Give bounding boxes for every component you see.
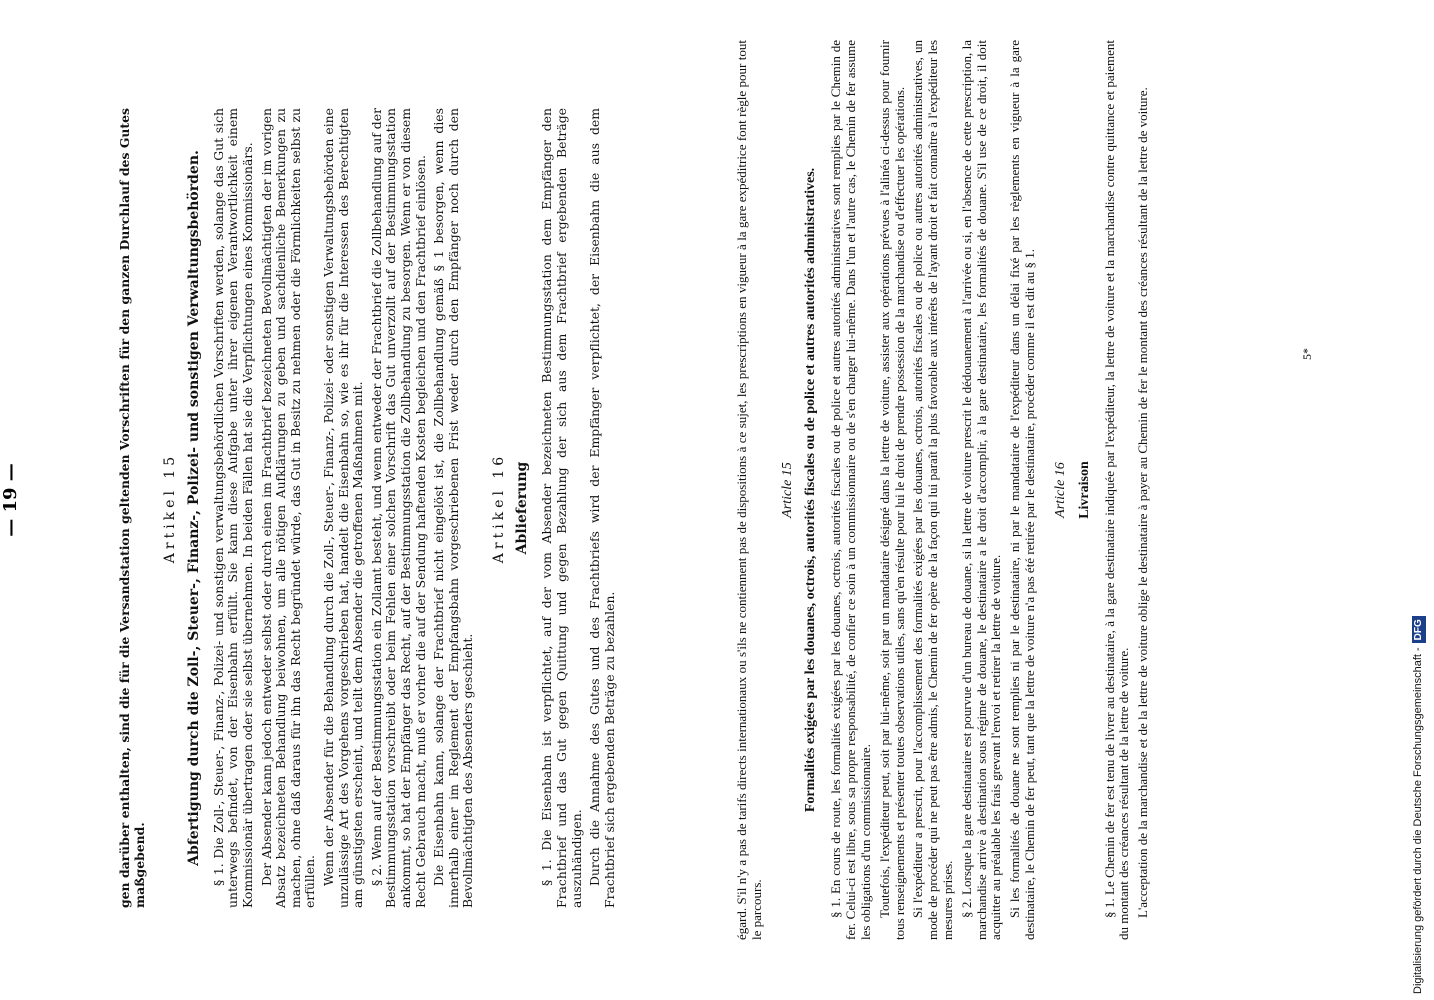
french-article-16-paragraph: § 1. Le Chemin de fer est tenu de livrer au destinataire, à la gare destinataire indiquée par l'expéditeur, la lettre de voiture et la marchandise contre quittance et paiement du montant des créances résultant de la lettre de voiture. [1101, 40, 1132, 940]
french-column [735, 40, 1155, 940]
french-article-15-paragraph: Toutefois, l'expéditeur peut, soit par lui-même, soit par un mandataire désigné dans la lettre de voiture, assister aux opérations prévues à l'alinéa ci-dessus pour fournir tous renseignements et présenter toutes observations utiles, sans qu'en résulte pour lui le droit de prendre possession de la marchandise ou d'effectuer les opérations. [876, 40, 907, 940]
german-article-15-paragraph: § 1. Die Zoll-, Steuer-, Finanz-, Polizei- und sonstigen verwaltungsbehördlichen Vorschriften werden, solange das Gut sich unterwegs befindet, von der Eisenbahn erfüllt. Sie kann diese Aufgabe unter ihrer eigenen Verantwortlichkeit einem Kommissionär übertragen oder sie selbst übernehmen. In beiden Fällen hat sie die Verpflichtungen eines Kommissionärs. [210, 108, 255, 908]
french-article-15-paragraph: § 1. En cours de route, les formalités exigées par les douanes, octrois, autorités fiscales ou de police et autres autorités administratives sont remplies par le Chemin de fer. Celui-ci est libre, sous sa propre responsabilité, de confier ce soin à un commissionnaire ou de s'en charger lui-même. Dans l'un et l'autre cas, le Chemin de fer assume les obligations d'un commissionnaire. [828, 40, 873, 940]
german-article-15-paragraph: Der Absender kann jedoch entweder selbst oder durch einen im Frachtbrief bezeichneten Bevollmächtigten der im vorigen Absatz bezeichneten Behandlung beiwohnen, um alle nötigen Aufklärungen zu geben und sachdienliche Bemerkungen zu machen, ohne daß daraus für ihn das Recht begründet würde, das Gut in Besitz zu nehmen oder die Förmlichkeiten selbst zu erfüllen. [258, 108, 318, 908]
french-article-15-title: Formalités exigées par les douanes, octrois, autorités fiscales ou de police et autres autorités administratives. [803, 167, 819, 813]
german-article-15-title: Abfertigung durch die Zoll-, Steuer-, Finanz-, Polizei- und sonstigen Verwaltungsbehörden. [185, 150, 202, 866]
funding-text: Digitalisierung gefördert durch die Deutsche Forschungsgemeinschaft - [1412, 647, 1424, 994]
dfg-logo: DFG [1412, 616, 1426, 643]
german-article-15-paragraph: § 2. Wenn auf der Bestimmungsstation ein Zollamt besteht, und wenn entweder der Frachtbrief die Zollbehandlung auf der Bestimmungsstation vorschreibt oder beim Fehlen einer solchen Vorschrift das Gut unverzollt auf der Bestimmungsstation ankommt, so hat der Empfänger das Recht, auf der Bestimmungsstation die Zollbehandlung zu besorgen. Wenn er von diesem Recht Gebrauch macht, muß er vorher die auf der Sendung haftenden Kosten begleichen und den Frachtbrief einlösen. [368, 108, 428, 908]
german-article-16-title: Ablieferung [514, 461, 531, 555]
german-article-15-paragraph: Die Eisenbahn kann, solange der Frachtbrief nicht eingelöst ist, die Zollbehandlung gemäß § 1 besorgen, wenn dies innerhalb einer im Reglement der Empfangsbahn vorgeschriebenen Frist weder durch den Empfänger noch durch den Bevollmächtigten des Absenders geschieht. [431, 108, 476, 908]
german-article-15-heading: Artikel 15 [162, 452, 179, 564]
french-article-15-paragraph: § 2. Lorsque la gare destinataire est pourvue d'un bureau de douane, si la lettre de voiture prescrit le dédouanement à l'arrivée ou si, en l'absence de cette prescription, la marchandise arrive à destination sous régime de douane, le destinataire a le droit d'accomplir, à la gare destinataire, les formalités de douane. S'il use de ce droit, il doit acquitter au préalable les frais grevant l'envoi et retirer la lettre de voiture. [958, 40, 1004, 940]
german-intro: gen darüber enthalten, sind die für die Versandstation geltenden Vorschriften für den ganzen Durchlauf des Gutes maßgebend. [117, 108, 147, 908]
french-intro: égard. S'il n'y a pas de tarifs directs internationaux ou s'ils ne contiennent pas de dispositions à ce sujet, les prescriptions en vigueur à la gare expéditrice font règle pour tout le parcours. [734, 40, 764, 940]
french-article-15-heading: Article 15 [779, 462, 795, 518]
german-column [118, 108, 621, 908]
german-article-16-paragraph: Durch die Annahme des Gutes und des Frachtbriefs wird der Empfänger verpflichtet, der Eisenbahn die aus dem Frachtbrief sich ergebenden Beträge zu bezahlen. [587, 108, 617, 908]
french-article-16-paragraph: L'acceptation de la marchandise et de la lettre de voiture oblige le destinataire à payer au Chemin de fer le montant des créances résultant de la lettre de voiture. [1135, 87, 1151, 918]
french-article-15-paragraph: Si les formalités de douane ne sont remplies ni par le destinataire, ni par le mandataire de l'expéditeur dans un délai fixé par les règlements en vigueur à la gare destinataire, le Chemin de fer peut, tant que la lettre de voiture n'a pas été retirée par le destinataire, procéder comme il est dit au § 1. [1007, 40, 1037, 940]
german-article-16-heading: Artikel 16 [490, 452, 507, 564]
german-article-15-paragraph: Wenn der Absender für die Behandlung durch die Zoll-, Steuer-, Finanz-, Polizei- oder sonstigen Verwaltungsbehörden eine unzulässige Art des Vorgehens vorgeschrieben hat, handelt die Eisenbahn so, wie es ihr für die Interessen des Berechtigten am günstigsten erscheint, und teilt dem Absender die getroffenen Maßnahmen mit. [320, 108, 366, 908]
german-article-16-paragraph: § 1. Die Eisenbahn ist verpflichtet, auf der vom Absender bezeichneten Bestimmungsstation dem Empfänger den Frachtbrief und das Gut gegen Quittung und gegen Bezahlung der sich aus dem Frachtbrief ergebenden Beträge auszuhändigen. [539, 108, 584, 908]
french-article-15-paragraph: Si l'expéditeur a prescrit, pour l'accomplissement des formalités exigées par les douanes, octrois, autorités fiscales ou de police ou autres autorités administratives, un mode de procéder qui ne peut pas être admis, le Chemin de fer opère de la façon qui lui paraît la plus favorable aux intérêts de l'ayant droit et fait connaître à l'expéditeur les mesures prises. [910, 40, 955, 940]
french-article-16-heading: Article 16 [1052, 462, 1068, 518]
french-article-16-title: Livraison [1076, 461, 1092, 519]
page-number: — 19 — [0, 463, 21, 537]
signature-mark: 5* [1300, 348, 1314, 360]
funding-sidebar [1404, 0, 1432, 1000]
